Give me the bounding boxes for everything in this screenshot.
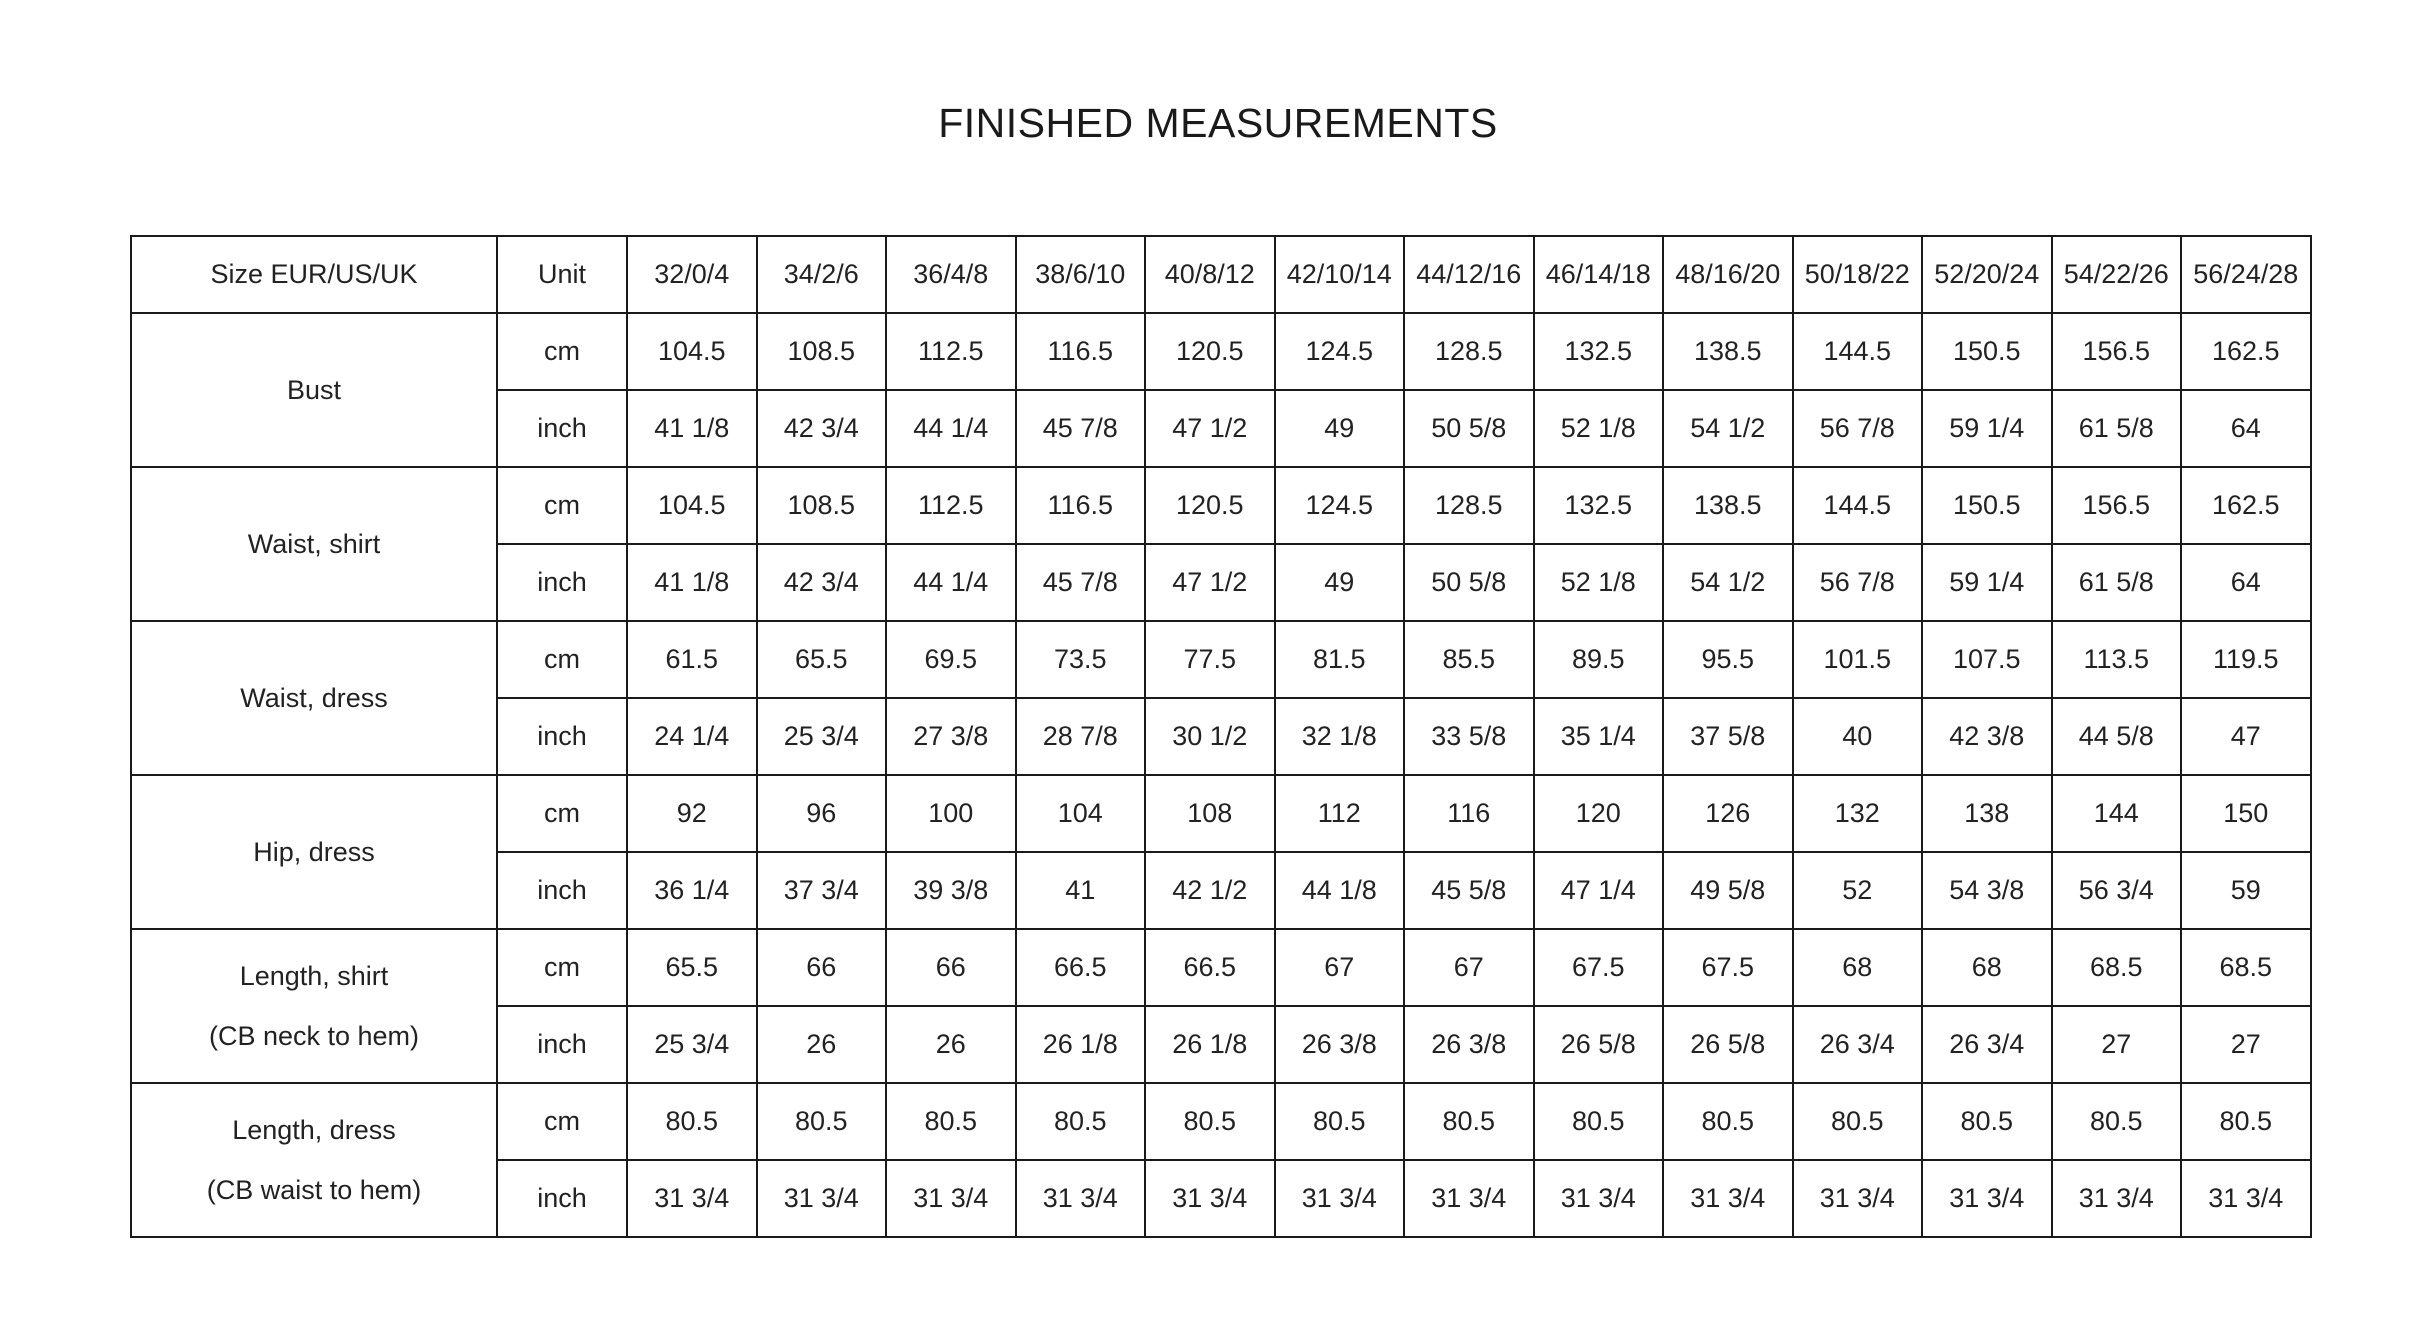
value-cell: 49 <box>1275 544 1405 621</box>
value-cell: 41 <box>1016 852 1146 929</box>
value-cell: 73.5 <box>1016 621 1146 698</box>
measurement-label-cell <box>131 621 497 775</box>
value-cell: 31 3/4 <box>757 1160 887 1237</box>
header-row <box>131 236 2311 313</box>
value-cell: 59 1/4 <box>1922 390 2052 467</box>
value-cell: 80.5 <box>1534 1083 1664 1160</box>
value-cell: 68.5 <box>2181 929 2311 1006</box>
value-cell: 37 3/4 <box>757 852 887 929</box>
value-cell: 64 <box>2181 544 2311 621</box>
value-cell: 42 3/4 <box>757 390 887 467</box>
value-cell: 42 3/8 <box>1922 698 2052 775</box>
size-header-cell: 38/6/10 <box>1016 236 1146 313</box>
value-cell: 108 <box>1145 775 1275 852</box>
value-cell: 104.5 <box>627 467 757 544</box>
value-cell: 28 7/8 <box>1016 698 1146 775</box>
value-cell: 26 3/4 <box>1793 1006 1923 1083</box>
value-cell: 124.5 <box>1275 313 1405 390</box>
value-cell: 50 5/8 <box>1404 544 1534 621</box>
table-row <box>131 1083 2311 1160</box>
value-cell: 49 <box>1275 390 1405 467</box>
value-cell: 47 <box>2181 698 2311 775</box>
value-cell: 25 3/4 <box>627 1006 757 1083</box>
value-cell: 31 3/4 <box>1663 1160 1793 1237</box>
value-cell: 89.5 <box>1534 621 1664 698</box>
value-cell: 31 3/4 <box>2181 1160 2311 1237</box>
value-cell: 92 <box>627 775 757 852</box>
value-cell: 162.5 <box>2181 467 2311 544</box>
value-cell: 116 <box>1404 775 1534 852</box>
value-cell: 50 5/8 <box>1404 390 1534 467</box>
value-cell: 162.5 <box>2181 313 2311 390</box>
value-cell: 31 3/4 <box>2052 1160 2182 1237</box>
value-cell: 26 <box>757 1006 887 1083</box>
value-cell: 27 <box>2052 1006 2182 1083</box>
value-cell: 80.5 <box>1145 1083 1275 1160</box>
unit-cell: cm <box>497 467 627 544</box>
page-title: FINISHED MEASUREMENTS <box>938 100 1498 146</box>
value-cell: 67 <box>1275 929 1405 1006</box>
measurement-label: Length, shirt <box>239 961 389 991</box>
unit-cell: inch <box>497 1160 627 1237</box>
size-header-cell: 52/20/24 <box>1922 236 2052 313</box>
measurement-label: Bust <box>286 375 342 405</box>
value-cell: 156.5 <box>2052 313 2182 390</box>
value-cell: 47 1/2 <box>1145 390 1275 467</box>
value-cell: 26 3/8 <box>1404 1006 1534 1083</box>
size-header-cell: 40/8/12 <box>1145 236 1275 313</box>
value-cell: 116.5 <box>1016 467 1146 544</box>
value-cell: 54 1/2 <box>1663 544 1793 621</box>
value-cell: 104 <box>1016 775 1146 852</box>
value-cell: 85.5 <box>1404 621 1534 698</box>
value-cell: 96 <box>757 775 887 852</box>
value-cell: 150.5 <box>1922 467 2052 544</box>
value-cell: 81.5 <box>1275 621 1405 698</box>
value-cell: 112.5 <box>886 467 1016 544</box>
size-header-cell: 32/0/4 <box>627 236 757 313</box>
value-cell: 80.5 <box>1793 1083 1923 1160</box>
measurement-label: Length, dress <box>232 1115 396 1145</box>
value-cell: 26 5/8 <box>1534 1006 1664 1083</box>
value-cell: 52 <box>1793 852 1923 929</box>
value-cell: 42 3/4 <box>757 544 887 621</box>
value-cell: 61 5/8 <box>2052 544 2182 621</box>
measurement-label: (CB waist to hem) <box>206 1175 422 1205</box>
value-cell: 156.5 <box>2052 467 2182 544</box>
value-cell: 68 <box>1922 929 2052 1006</box>
value-cell: 80.5 <box>2052 1083 2182 1160</box>
unit-cell: inch <box>497 390 627 467</box>
value-cell: 126 <box>1663 775 1793 852</box>
value-cell: 26 3/8 <box>1275 1006 1405 1083</box>
unit-cell: inch <box>497 698 627 775</box>
table-row <box>131 313 2311 390</box>
value-cell: 25 3/4 <box>757 698 887 775</box>
value-cell: 80.5 <box>1663 1083 1793 1160</box>
value-cell: 77.5 <box>1145 621 1275 698</box>
measurement-label: Hip, dress <box>253 837 375 867</box>
value-cell: 150 <box>2181 775 2311 852</box>
measurement-label-cell <box>131 313 497 467</box>
size-header-cell: 34/2/6 <box>757 236 887 313</box>
value-cell: 80.5 <box>1404 1083 1534 1160</box>
size-header-cell: 44/12/16 <box>1404 236 1534 313</box>
value-cell: 44 5/8 <box>2052 698 2182 775</box>
value-cell: 119.5 <box>2181 621 2311 698</box>
size-header-cell: 46/14/18 <box>1534 236 1664 313</box>
value-cell: 66 <box>886 929 1016 1006</box>
value-cell: 31 3/4 <box>1793 1160 1923 1237</box>
value-cell: 54 1/2 <box>1663 390 1793 467</box>
value-cell: 47 1/4 <box>1534 852 1664 929</box>
value-cell: 120.5 <box>1145 467 1275 544</box>
value-cell: 80.5 <box>886 1083 1016 1160</box>
measurement-label-cell <box>131 467 497 621</box>
value-cell: 39 3/8 <box>886 852 1016 929</box>
value-cell: 42 1/2 <box>1145 852 1275 929</box>
value-cell: 45 7/8 <box>1016 544 1146 621</box>
size-header-cell: 36/4/8 <box>886 236 1016 313</box>
value-cell: 44 1/4 <box>886 390 1016 467</box>
value-cell: 64 <box>2181 390 2311 467</box>
table-body <box>131 313 2311 1237</box>
measurements-table <box>130 235 2312 1238</box>
value-cell: 31 3/4 <box>1534 1160 1664 1237</box>
value-cell: 144.5 <box>1793 313 1923 390</box>
unit-cell: inch <box>497 544 627 621</box>
value-cell: 69.5 <box>886 621 1016 698</box>
value-cell: 80.5 <box>757 1083 887 1160</box>
size-column-header: Size EUR/US/UK <box>131 236 497 313</box>
unit-cell: inch <box>497 852 627 929</box>
size-header-cell: 48/16/20 <box>1663 236 1793 313</box>
value-cell: 80.5 <box>2181 1083 2311 1160</box>
value-cell: 59 <box>2181 852 2311 929</box>
value-cell: 35 1/4 <box>1534 698 1664 775</box>
value-cell: 68.5 <box>2052 929 2182 1006</box>
value-cell: 59 1/4 <box>1922 544 2052 621</box>
value-cell: 67 <box>1404 929 1534 1006</box>
value-cell: 112.5 <box>886 313 1016 390</box>
value-cell: 24 1/4 <box>627 698 757 775</box>
value-cell: 116.5 <box>1016 313 1146 390</box>
table-header <box>131 236 2311 313</box>
value-cell: 80.5 <box>1016 1083 1146 1160</box>
value-cell: 138.5 <box>1663 467 1793 544</box>
value-cell: 128.5 <box>1404 467 1534 544</box>
value-cell: 66.5 <box>1145 929 1275 1006</box>
value-cell: 66.5 <box>1016 929 1146 1006</box>
value-cell: 31 3/4 <box>1275 1160 1405 1237</box>
value-cell: 41 1/8 <box>627 390 757 467</box>
value-cell: 68 <box>1793 929 1923 1006</box>
value-cell: 49 5/8 <box>1663 852 1793 929</box>
size-header-cell: 54/22/26 <box>2052 236 2182 313</box>
table-row <box>131 467 2311 544</box>
unit-cell: cm <box>497 313 627 390</box>
value-cell: 67.5 <box>1663 929 1793 1006</box>
size-header-cell: 56/24/28 <box>2181 236 2311 313</box>
value-cell: 56 3/4 <box>2052 852 2182 929</box>
value-cell: 40 <box>1793 698 1923 775</box>
measurement-label: (CB neck to hem) <box>208 1021 420 1051</box>
value-cell: 100 <box>886 775 1016 852</box>
measurement-label: Waist, dress <box>240 683 388 713</box>
value-cell: 44 1/8 <box>1275 852 1405 929</box>
value-cell: 104.5 <box>627 313 757 390</box>
value-cell: 113.5 <box>2052 621 2182 698</box>
value-cell: 32 1/8 <box>1275 698 1405 775</box>
value-cell: 95.5 <box>1663 621 1793 698</box>
value-cell: 138.5 <box>1663 313 1793 390</box>
value-cell: 26 1/8 <box>1016 1006 1146 1083</box>
value-cell: 120.5 <box>1145 313 1275 390</box>
value-cell: 26 1/8 <box>1145 1006 1275 1083</box>
value-cell: 120 <box>1534 775 1664 852</box>
value-cell: 52 1/8 <box>1534 544 1664 621</box>
table-row <box>131 775 2311 852</box>
unit-cell: cm <box>497 775 627 852</box>
unit-cell: cm <box>497 929 627 1006</box>
value-cell: 112 <box>1275 775 1405 852</box>
unit-cell: cm <box>497 621 627 698</box>
value-cell: 124.5 <box>1275 467 1405 544</box>
value-cell: 80.5 <box>1275 1083 1405 1160</box>
value-cell: 144 <box>2052 775 2182 852</box>
value-cell: 128.5 <box>1404 313 1534 390</box>
value-cell: 31 3/4 <box>627 1160 757 1237</box>
value-cell: 108.5 <box>757 313 887 390</box>
value-cell: 144.5 <box>1793 467 1923 544</box>
size-header-cell: 50/18/22 <box>1793 236 1923 313</box>
value-cell: 45 5/8 <box>1404 852 1534 929</box>
measurement-label-cell <box>131 1083 497 1237</box>
value-cell: 36 1/4 <box>627 852 757 929</box>
table-row <box>131 621 2311 698</box>
value-cell: 27 <box>2181 1006 2311 1083</box>
value-cell: 56 7/8 <box>1793 544 1923 621</box>
measurement-label: Waist, shirt <box>247 529 381 559</box>
value-cell: 132 <box>1793 775 1923 852</box>
value-cell: 33 5/8 <box>1404 698 1534 775</box>
value-cell: 31 3/4 <box>886 1160 1016 1237</box>
value-cell: 61 5/8 <box>2052 390 2182 467</box>
value-cell: 26 5/8 <box>1663 1006 1793 1083</box>
value-cell: 108.5 <box>757 467 887 544</box>
unit-cell: inch <box>497 1006 627 1083</box>
value-cell: 61.5 <box>627 621 757 698</box>
value-cell: 31 3/4 <box>1016 1160 1146 1237</box>
value-cell: 30 1/2 <box>1145 698 1275 775</box>
value-cell: 101.5 <box>1793 621 1923 698</box>
value-cell: 37 5/8 <box>1663 698 1793 775</box>
value-cell: 26 3/4 <box>1922 1006 2052 1083</box>
value-cell: 132.5 <box>1534 467 1664 544</box>
value-cell: 138 <box>1922 775 2052 852</box>
value-cell: 41 1/8 <box>627 544 757 621</box>
unit-column-header: Unit <box>497 236 627 313</box>
value-cell: 150.5 <box>1922 313 2052 390</box>
value-cell: 107.5 <box>1922 621 2052 698</box>
value-cell: 26 <box>886 1006 1016 1083</box>
size-header-cell: 42/10/14 <box>1275 236 1405 313</box>
value-cell: 65.5 <box>757 621 887 698</box>
value-cell: 65.5 <box>627 929 757 1006</box>
value-cell: 132.5 <box>1534 313 1664 390</box>
value-cell: 67.5 <box>1534 929 1664 1006</box>
value-cell: 47 1/2 <box>1145 544 1275 621</box>
value-cell: 31 3/4 <box>1922 1160 2052 1237</box>
value-cell: 27 3/8 <box>886 698 1016 775</box>
value-cell: 31 3/4 <box>1404 1160 1534 1237</box>
measurement-label-cell <box>131 775 497 929</box>
value-cell: 44 1/4 <box>886 544 1016 621</box>
value-cell: 52 1/8 <box>1534 390 1664 467</box>
table-row <box>131 929 2311 1006</box>
measurement-label-cell <box>131 929 497 1083</box>
value-cell: 66 <box>757 929 887 1006</box>
value-cell: 31 3/4 <box>1145 1160 1275 1237</box>
unit-cell: cm <box>497 1083 627 1160</box>
value-cell: 45 7/8 <box>1016 390 1146 467</box>
value-cell: 54 3/8 <box>1922 852 2052 929</box>
value-cell: 80.5 <box>1922 1083 2052 1160</box>
value-cell: 80.5 <box>627 1083 757 1160</box>
value-cell: 56 7/8 <box>1793 390 1923 467</box>
